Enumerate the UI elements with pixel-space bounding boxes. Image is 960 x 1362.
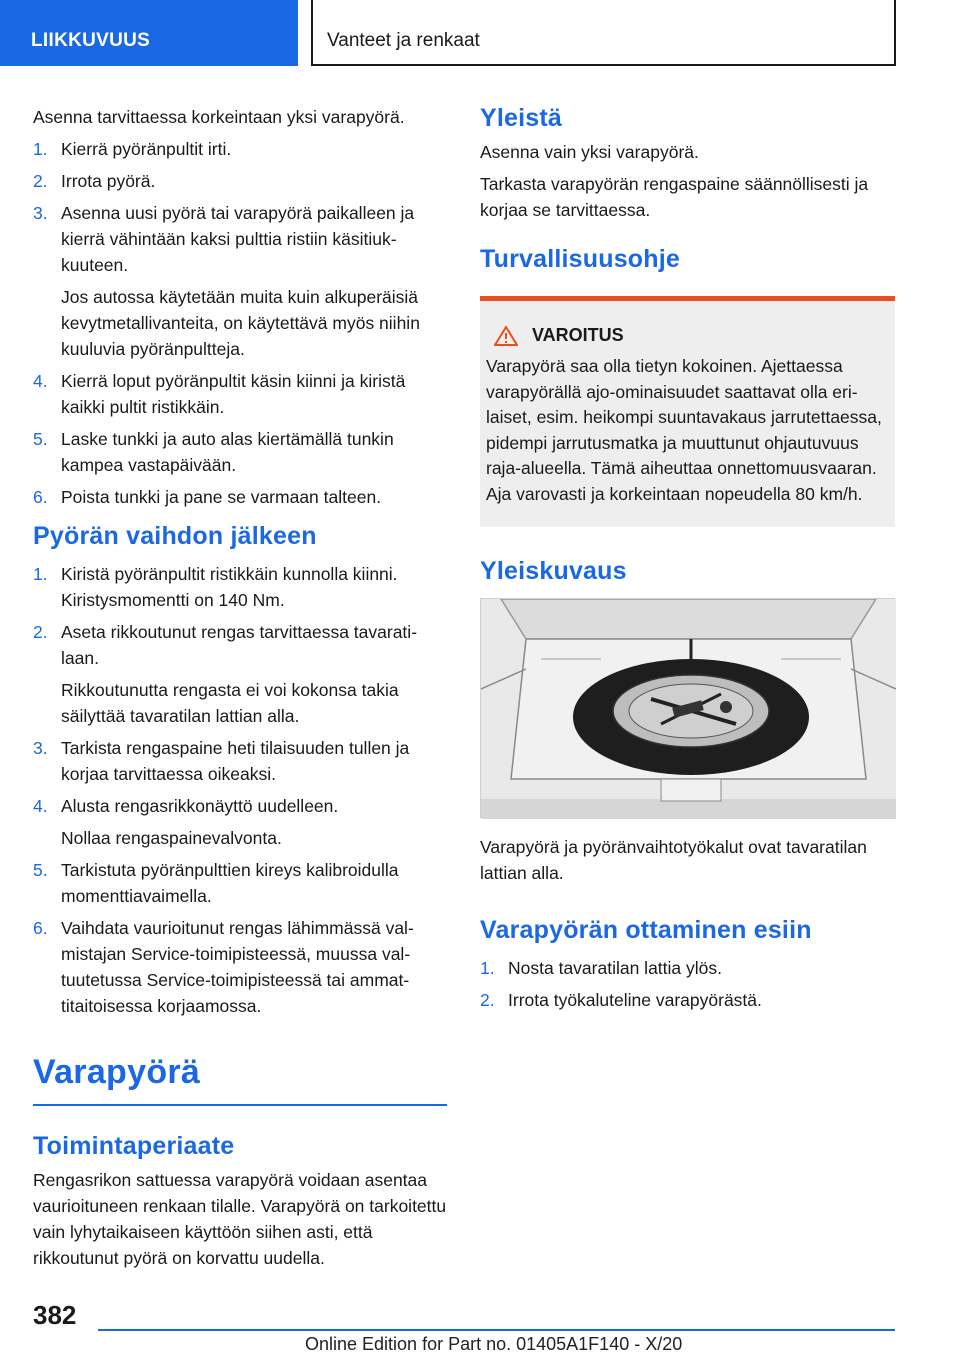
edition-text: Online Edition for Part no. 01405A1F140 - X/20 [305,1334,683,1354]
step-number: 2. [480,990,495,1010]
safety-heading: Turvallisuusohje [480,245,681,273]
spare-wheel-illustration [481,599,896,819]
list-item [33,368,447,420]
wheel-change-steps [33,136,447,510]
step-text: Aseta rikkoutunut rengas tarvittaessa tavaratilaan. [61,622,418,668]
page-header [0,0,960,66]
principle-text: Rengasrikon sattuessa varapyörä voidaan asentaa vaurioituneen renkaan tilalle. Varapyörä on tarkoitettu vain lyhytaikaiseen käyttöön siihen asti, että rikkoutunut pyörä on korvattu uudella. [33,1170,447,1268]
step-text: Kiristä pyöränpultit ristikkäin kunnolla kiinni. Kiristysmomentti on 140 Nm. [61,564,398,610]
list-item [33,735,447,787]
principle-heading: Toimintaperiaate [33,1132,235,1160]
step-number: 5. [33,429,48,449]
step-text: Nosta tavaratilan lattia ylös. [508,958,722,978]
warning-text: Varapyörä saa olla tietyn kokoinen. Ajettaessa varapyörällä ajo-ominaisuudet saattavat olla erilaiset, esim. heikompi suuntavakaus jarrutettaessa, pidempi jarrutusmatka ja muuttunut ohjautuvuus raja-alueella. Tämä aiheuttaa onnettomuusvaaran. Aja varovasti ja korkeintaan nopeudella 80 km/h. [486,356,882,504]
intro-text: Asenna tarvittaessa korkeintaan yksi varapyörä. [33,107,405,127]
step-text: Poista tunkki ja pane se varmaan talteen. [61,487,382,507]
step-number: 6. [33,487,48,507]
list-item [33,200,447,362]
list-item [480,955,895,981]
step-text: Tarkistuta pyöränpulttien kireys kalibroidulla momenttiavaimella. [61,860,399,906]
list-item [33,619,447,729]
list-item [33,426,447,478]
list-item [480,987,895,1013]
step-text: Tarkista rengaspaine heti tilaisuuden tullen ja korjaa tarvittaessa oikeaksi. [61,738,410,784]
spare-wheel-figure [480,598,895,818]
step-text: Irrota pyörä. [61,171,156,191]
warning-label: VAROITUS [532,325,624,345]
step-number: 6. [33,918,48,938]
step-text: Asenna uusi pyörä tai varapyörä paikalleen ja kierrä vähintään kaksi pulttia ristiin käsitiukkuuteen. [61,203,415,275]
step-text: Laske tunkki ja auto alas kiertämällä tunkin kampea vastapäivään. [61,429,394,475]
overview-heading: Yleiskuvaus [480,557,627,585]
step-number: 5. [33,860,48,880]
figure-caption: Varapyörä ja pyöränvaihtotyökalut ovat tavaratilan lattian alla. [480,837,867,883]
step-note: Jos autossa käytetään muita kuin alkuperäisiä kevytmetallivanteita, on käytettävä myös niihin kuuluvia pyöränpultteja. [61,287,420,359]
step-number: 3. [33,738,48,758]
chapter-tab: Vanteet ja renkaat [311,0,896,66]
warning-header [486,325,887,346]
section-tab: LIIKKUVUUS [0,0,298,66]
step-text: Irrota työkaluteline varapyörästä. [508,990,762,1010]
right-column [480,104,895,1019]
chapter-heading: Varapyörä [33,1053,447,1106]
step-number: 1. [33,139,48,159]
step-number: 4. [33,371,48,391]
list-item [33,857,447,909]
footer-rule [98,1329,895,1331]
step-number: 2. [33,171,48,191]
warning-box [480,296,895,527]
general-text-1: Asenna vain yksi varapyörä. [480,142,699,162]
after-change-steps [33,561,447,1019]
list-item [33,484,447,510]
step-text: Alusta rengasrikkonäyttö uudelleen. [61,796,339,816]
warning-triangle-icon [494,326,518,346]
step-number: 2. [33,622,48,642]
after-change-heading: Pyörän vaihdon jälkeen [33,522,317,550]
step-note: Rikkoutunutta rengasta ei voi kokonsa takia säilyttää tavaratilan lattian alla. [61,680,399,726]
step-text: Kierrä loput pyöränpultit käsin kiinni ja kiristä kaikki pultit ristikkäin. [61,371,406,417]
list-item [33,136,447,162]
step-number: 1. [33,564,48,584]
step-text: Kierrä pyöränpultit irti. [61,139,232,159]
list-item [33,915,447,1019]
step-number: 1. [480,958,495,978]
step-number: 3. [33,203,48,223]
page-number: 382 [33,1300,77,1330]
left-column [33,104,447,1277]
list-item [33,793,447,851]
list-item [33,168,447,194]
general-text-2: Tarkasta varapyörän rengaspaine säännöllisesti ja korjaa se tarvittaessa. [480,174,869,220]
takeout-heading: Varapyörän ottaminen esiin [480,916,812,944]
step-text: Vaihdata vaurioitunut rengas lähimmässä valmistajan Service-toimipisteessä, muussa valtuutetussa Service-toimipisteessä tai ammattitaitoisessa korjaamossa. [61,918,414,1016]
step-note: Nollaa rengaspainevalvonta. [61,828,282,848]
takeout-steps [480,955,895,1013]
step-number: 4. [33,796,48,816]
general-heading: Yleistä [480,104,563,132]
list-item [33,561,447,613]
